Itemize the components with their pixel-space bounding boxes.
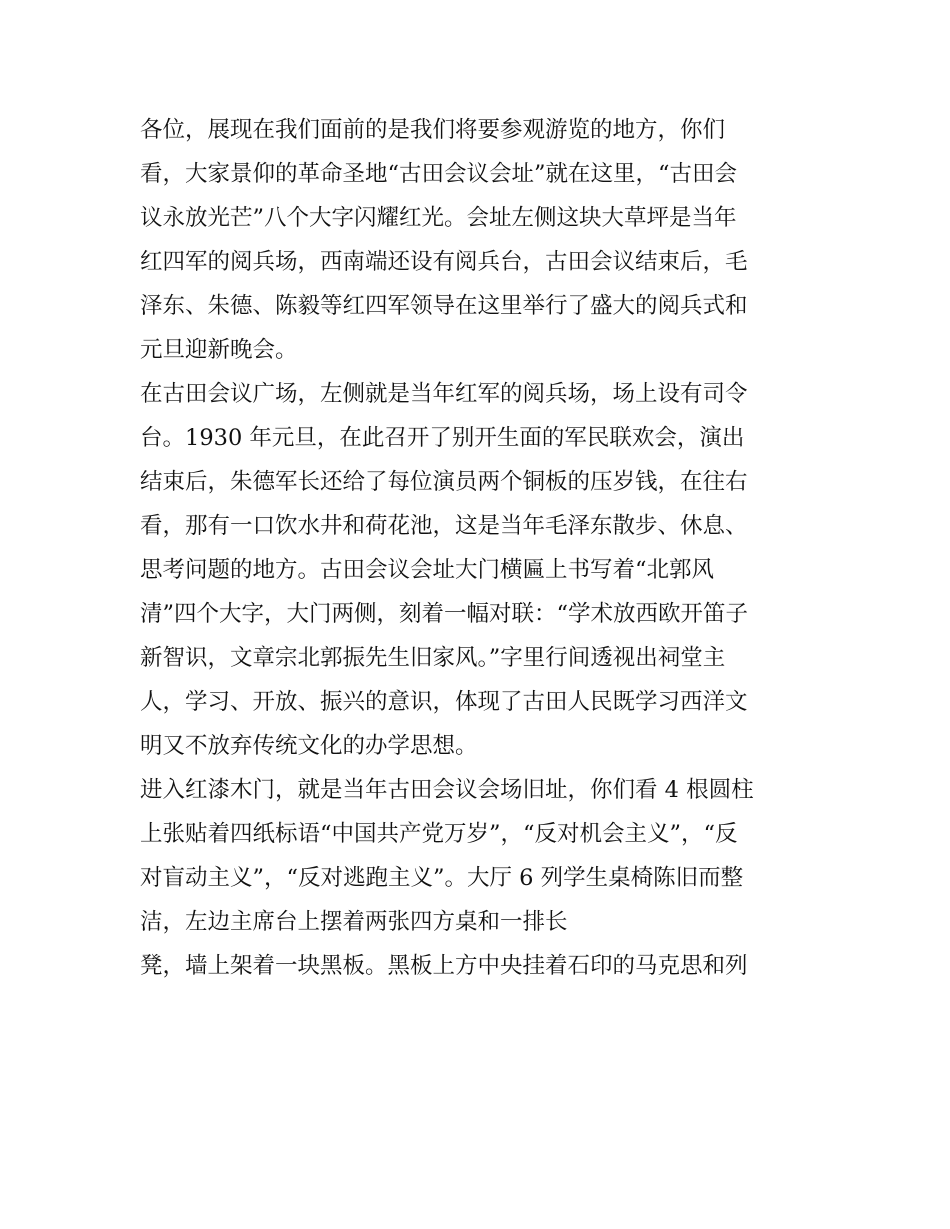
text-line-13: 新智识，文章宗北郭振先生旧家风。”字里行间透视出祠堂主 xyxy=(140,645,726,671)
text-line-1: 各位，展现在我们面前的是我们将要参观游览的地方，你们 xyxy=(140,117,726,143)
text-line-18: 对盲动主义”，“反对逃跑主义”。大厅 6 列学生桌椅陈旧而整 xyxy=(140,865,744,891)
text-line-8: 台。1930 年元旦，在此召开了别开生面的军民联欢会，演出 xyxy=(140,425,745,451)
text-line-20: 凳，墙上架着一块黑板。黑板上方中央挂着石印的马克思和列 xyxy=(140,953,748,979)
text-line-14: 人，学习、开放、振兴的意识，体现了古田人民既学习西洋文 xyxy=(140,689,748,715)
text-line-16: 进入红漆木门，就是当年古田会议会场旧址，你们看 4 根圆柱 xyxy=(140,777,754,803)
text-line-10: 看，那有一口饮水井和荷花池，这是当年毛泽东散步、休息、 xyxy=(140,513,748,539)
text-line-2: 看，大家景仰的革命圣地“古田会议会址”就在这里，“古田会 xyxy=(140,161,738,187)
text-line-9: 结束后，朱德军长还给了每位演员两个铜板的压岁钱，在往右 xyxy=(140,469,748,495)
text-line-4: 红四军的阅兵场，西南端还设有阅兵台，古田会议结束后，毛 xyxy=(140,249,748,275)
text-line-3: 议永放光芒”八个大字闪耀红光。会址左侧这块大草坪是当年 xyxy=(140,205,737,231)
body-text xyxy=(140,108,820,988)
text-line-17: 上张贴着四纸标语“中国共产党万岁”，“反对机会主义”，“反 xyxy=(140,821,738,847)
text-line-19: 洁，左边主席台上摆着两张四方桌和一排长 xyxy=(140,909,568,935)
text-line-11: 思考问题的地方。古田会议会址大门横匾上书写着“北郭风 xyxy=(140,557,715,583)
text-line-12: 清”四个大字，大门两侧，刻着一幅对联：“学术放西欧开笛子 xyxy=(140,601,749,627)
text-line-6: 元旦迎新晚会。 xyxy=(140,337,298,363)
text-line-5: 泽东、朱德、陈毅等红四军领导在这里举行了盛大的阅兵式和 xyxy=(140,293,748,319)
text-line-7: 在古田会议广场，左侧就是当年红军的阅兵场，场上设有司令 xyxy=(140,381,748,407)
text-line-15: 明又不放弃传统文化的办学思想。 xyxy=(140,733,478,759)
